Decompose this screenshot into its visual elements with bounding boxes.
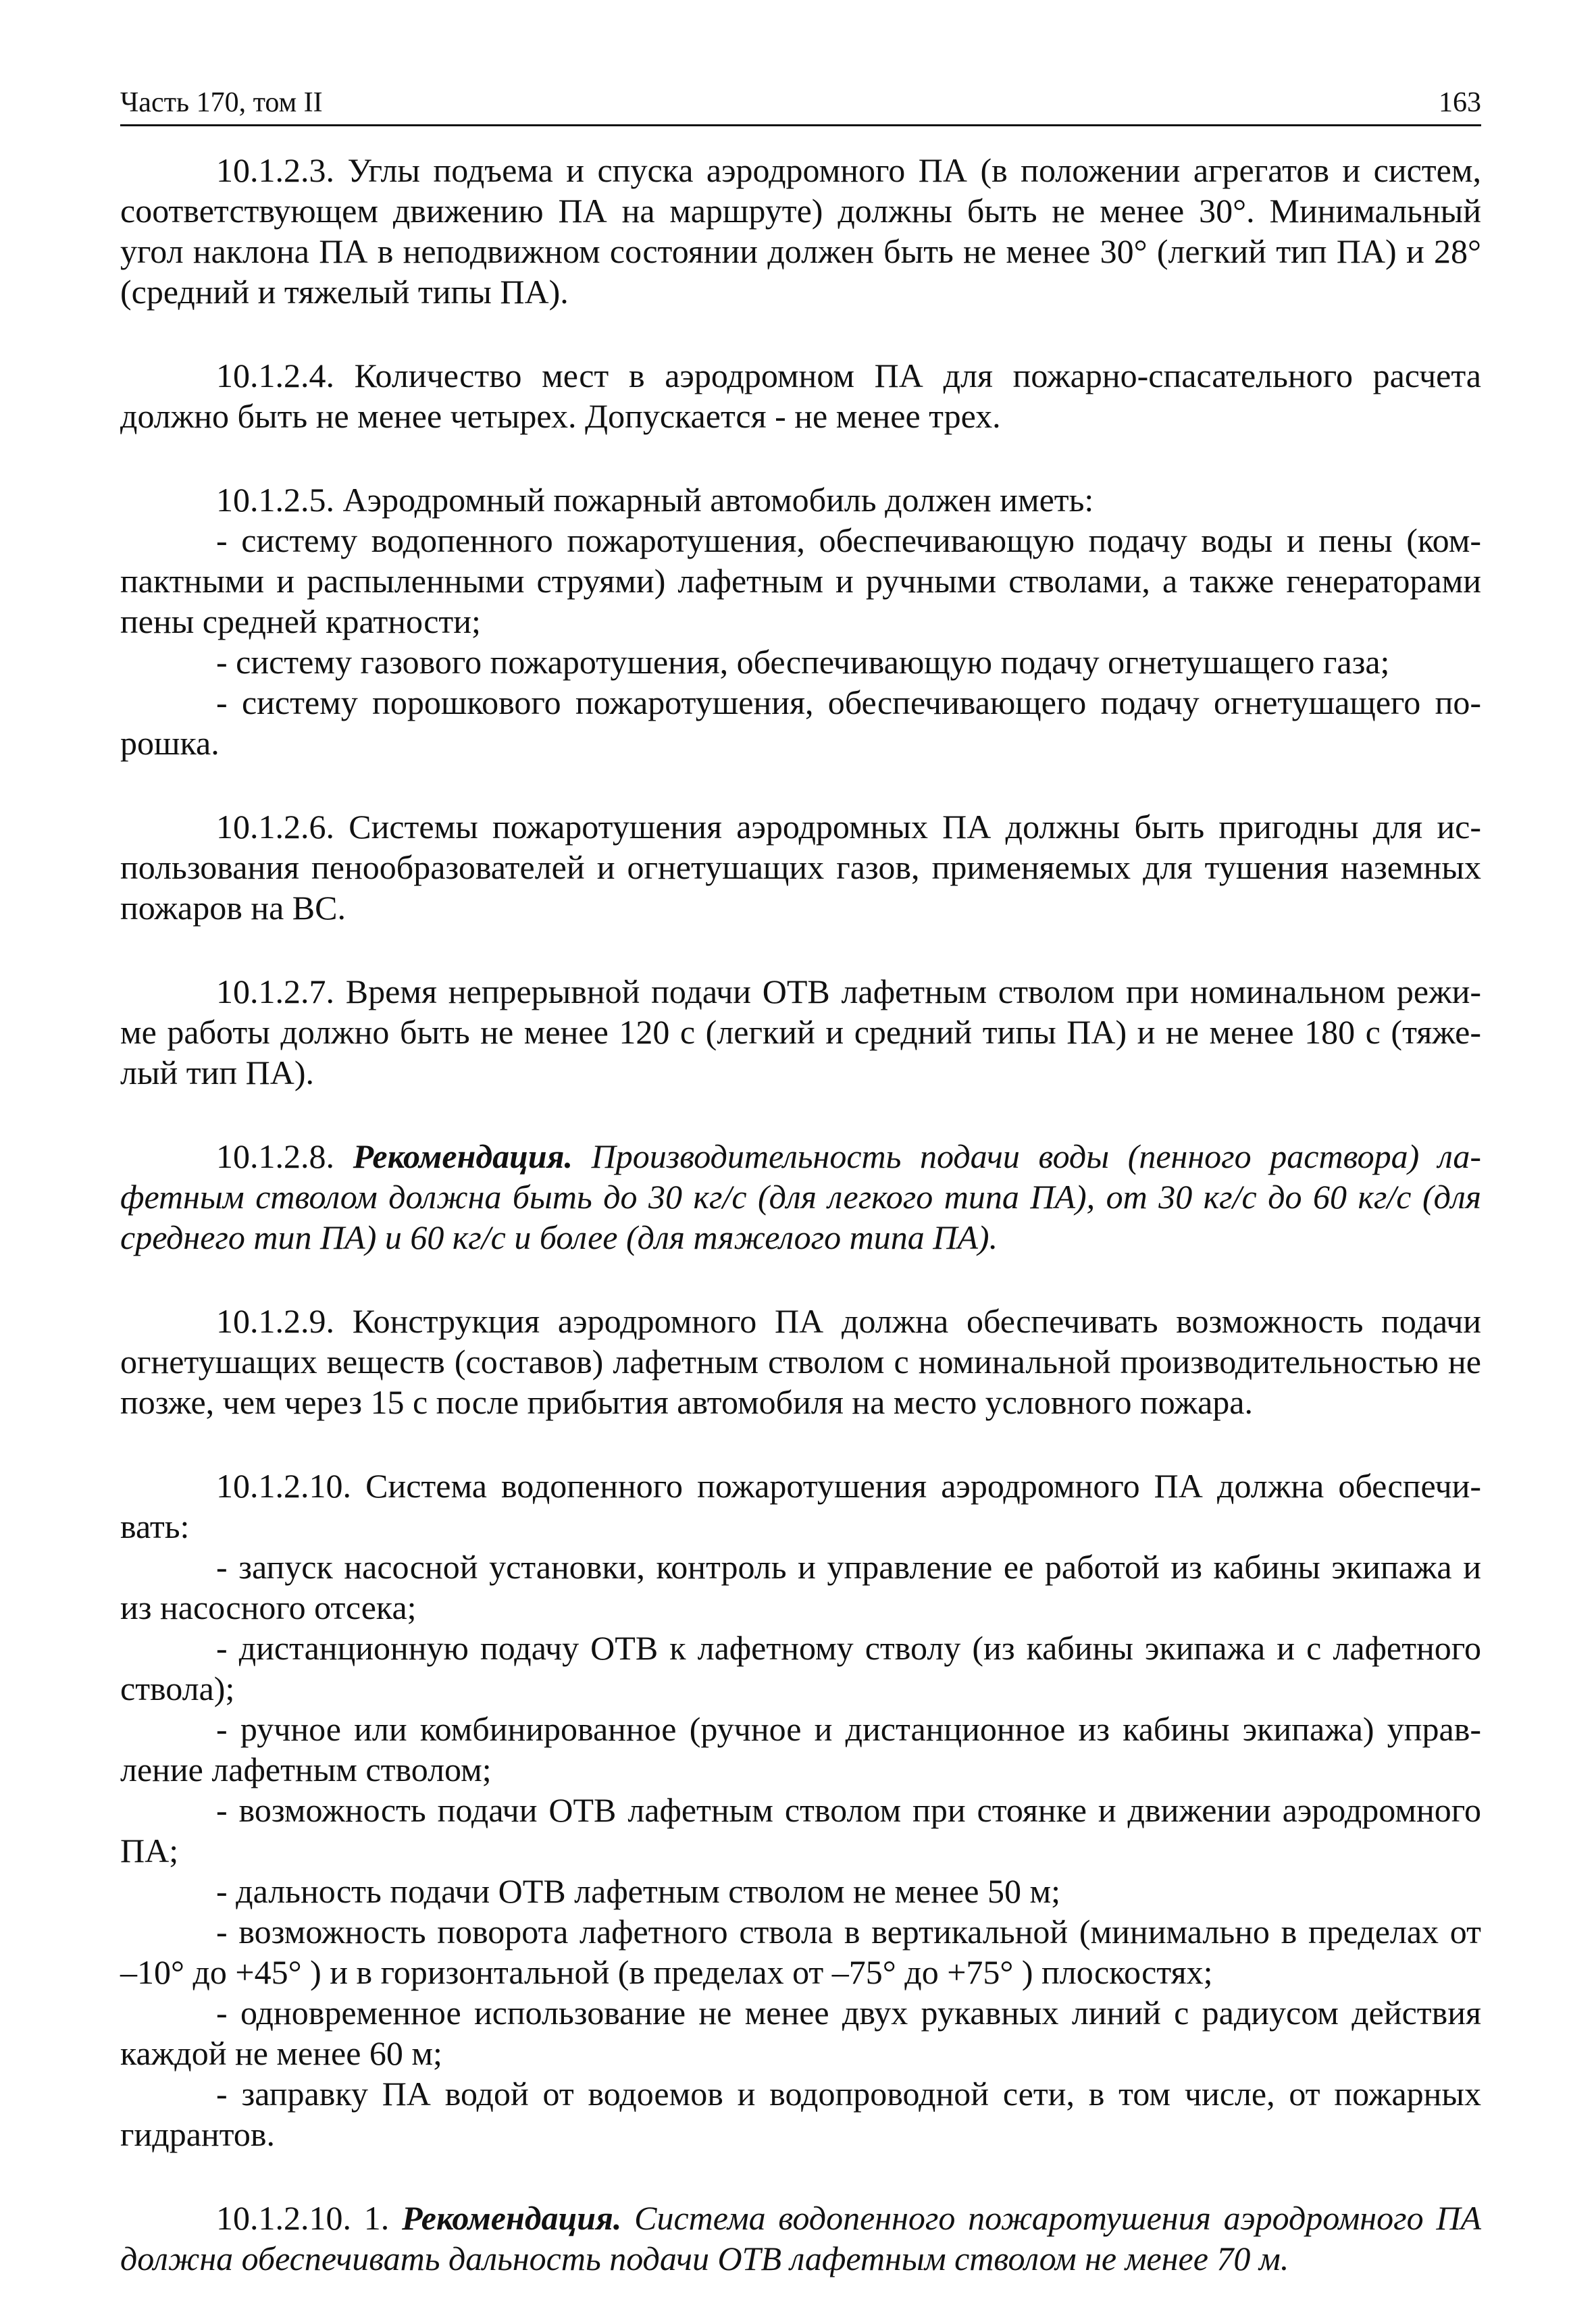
text-line: –10° до +45° ) и в горизонтальной (в пределах от –75° до +75° ) плоскостях; — [120, 1953, 1213, 1991]
paragraph-10-1-2-6 — [120, 806, 1481, 928]
page-number: 163 — [1439, 87, 1481, 118]
text-line: среднего тип ПА) и 60 кг/с и более (для тяжелого типа ПА). — [120, 1218, 998, 1256]
text-line: ление лафетным стволом; — [120, 1751, 492, 1788]
text-line: фетным стволом должна быть до 30 кг/с (для легкого типа ПА), от 30 кг/с до 60 кг/с (для — [120, 1178, 1481, 1216]
text-line: рошка. — [120, 724, 220, 762]
text-line: пактными и распыленными струями) лафетным и ручными стволами, а также генераторами — [120, 562, 1481, 600]
text-line: 10.1.2.9. Конструкция аэродромного ПА должна обеспечивать возможность подачи — [216, 1302, 1481, 1340]
recommendation-text: Производительность подачи воды (пенного раствора) ла- — [573, 1137, 1482, 1175]
text-line: 10.1.2.10. Система водопенного пожаротушения аэродромного ПА должна обеспечи- — [216, 1467, 1481, 1505]
list-item-line: - одновременное использование не менее двух рукавных линий с радиусом действия — [216, 1994, 1481, 2032]
paragraph-10-1-2-9 — [120, 1301, 1481, 1422]
paragraph-10-1-2-4 — [120, 355, 1481, 436]
text-line — [120, 2198, 1481, 2238]
header-part-volume: Часть 170, том II — [120, 87, 323, 118]
text-line: 10.1.2.6. Системы пожаротушения аэродромных ПА должны быть пригодны для ис- — [216, 808, 1481, 846]
list-item-line: - систему порошкового пожаротушения, обеспечивающего подачу огнетушащего по- — [216, 683, 1481, 721]
recommendation-text: Система водопенного пожаротушения аэродромного ПА — [621, 2199, 1481, 2237]
text-line: ме работы должно быть не менее 120 с (легкий и средний типы ПА) и не менее 180 с (тяже- — [120, 1013, 1481, 1051]
text-line: должно быть не менее четырех. Допускается - не менее трех. — [120, 397, 1001, 435]
list-item-line: - запуск насосной установки, контроль и управление ее работой из кабины экипажа и — [216, 1548, 1481, 1586]
text-line: пены средней кратности; — [120, 602, 481, 640]
recommendation-label: Рекомендация. — [402, 2199, 622, 2237]
paragraph-10-1-2-5 — [120, 480, 1481, 763]
paragraph-10-1-2-10 — [120, 1466, 1481, 2155]
list-item-line: - ручное или комбинированное (ручное и дистанционное из кабины экипажа) управ- — [216, 1710, 1481, 1748]
text-line: 10.1.2.3. Углы подъема и спуска аэродромного ПА (в положении агрегатов и систем, — [216, 151, 1481, 189]
text-line: лый тип ПА). — [120, 1054, 315, 1091]
list-item-line: - возможность поворота лафетного ствола в вертикальной (минимально в пределах от — [216, 1913, 1481, 1951]
text-line: 10.1.2.7. Время непрерывной подачи ОТВ лафетным стволом при номинальном режи- — [216, 973, 1481, 1010]
text-line — [120, 1136, 1481, 1177]
list-item-line: - систему газового пожаротушения, обеспечивающую подачу огнетушащего газа; — [216, 643, 1390, 681]
text-line: каждой не менее 60 м; — [120, 2034, 442, 2072]
text-line: соответствующем движению ПА на маршруте) должны быть не менее 30°. Минимальный — [120, 192, 1481, 230]
text-line: ствола); — [120, 1670, 235, 1707]
text-line: 10.1.2.5. Аэродромный пожарный автомобиль должен иметь: — [216, 481, 1094, 519]
page-header — [120, 81, 1481, 126]
list-item-line: - дальность подачи ОТВ лафетным стволом не менее 50 м; — [216, 1872, 1060, 1910]
list-item-line: - возможность подачи ОТВ лафетным стволом при стоянке и движении аэродромного — [216, 1791, 1481, 1829]
list-item-line: - заправку ПА водой от водоемов и водопроводной сети, в том числе, от пожарных — [216, 2075, 1481, 2113]
clause-number: 10.1.2.8. — [216, 1137, 353, 1175]
recommendation-label: Рекомендация. — [353, 1137, 573, 1175]
text-line: (средний и тяжелый типы ПА). — [120, 273, 569, 311]
paragraph-10-1-2-3 — [120, 150, 1481, 312]
text-line: угол наклона ПА в неподвижном состоянии должен быть не менее 30° (легкий тип ПА) и 28° — [120, 232, 1481, 270]
text-line: должна обеспечивать дальность подачи ОТВ лафетным стволом не менее 70 м. — [120, 2240, 1289, 2277]
text-line: 10.1.2.4. Количество мест в аэродромном ПА для пожарно-спасательного расчета — [216, 357, 1481, 394]
paragraph-10-1-2-8 — [120, 1136, 1481, 1258]
text-line: ПА; — [120, 1832, 179, 1869]
text-line: пожаров на ВС. — [120, 889, 346, 927]
list-item-line: - систему водопенного пожаротушения, обеспечивающую подачу воды и пены (ком- — [216, 521, 1481, 559]
text-line: огнетушащих веществ (составов) лафетным стволом с номинальной производительностью не — [120, 1343, 1481, 1381]
paragraph-10-1-2-10-1 — [120, 2198, 1481, 2279]
text-line: из насосного отсека; — [120, 1589, 417, 1626]
document-body — [120, 150, 1481, 2322]
list-item-line: - дистанционную подачу ОТВ к лафетному стволу (из кабины экипажа и с лафетного — [216, 1629, 1481, 1667]
text-line: позже, чем через 15 с после прибытия автомобиля на место условного пожара. — [120, 1383, 1253, 1421]
text-line: вать: — [120, 1507, 190, 1545]
paragraph-10-1-2-7 — [120, 971, 1481, 1093]
text-line: гидрантов. — [120, 2115, 275, 2153]
text-line: пользования пенообразователей и огнетушащих газов, применяемых для тушения наземных — [120, 848, 1481, 886]
clause-number: 10.1.2.10. 1. — [216, 2199, 403, 2237]
